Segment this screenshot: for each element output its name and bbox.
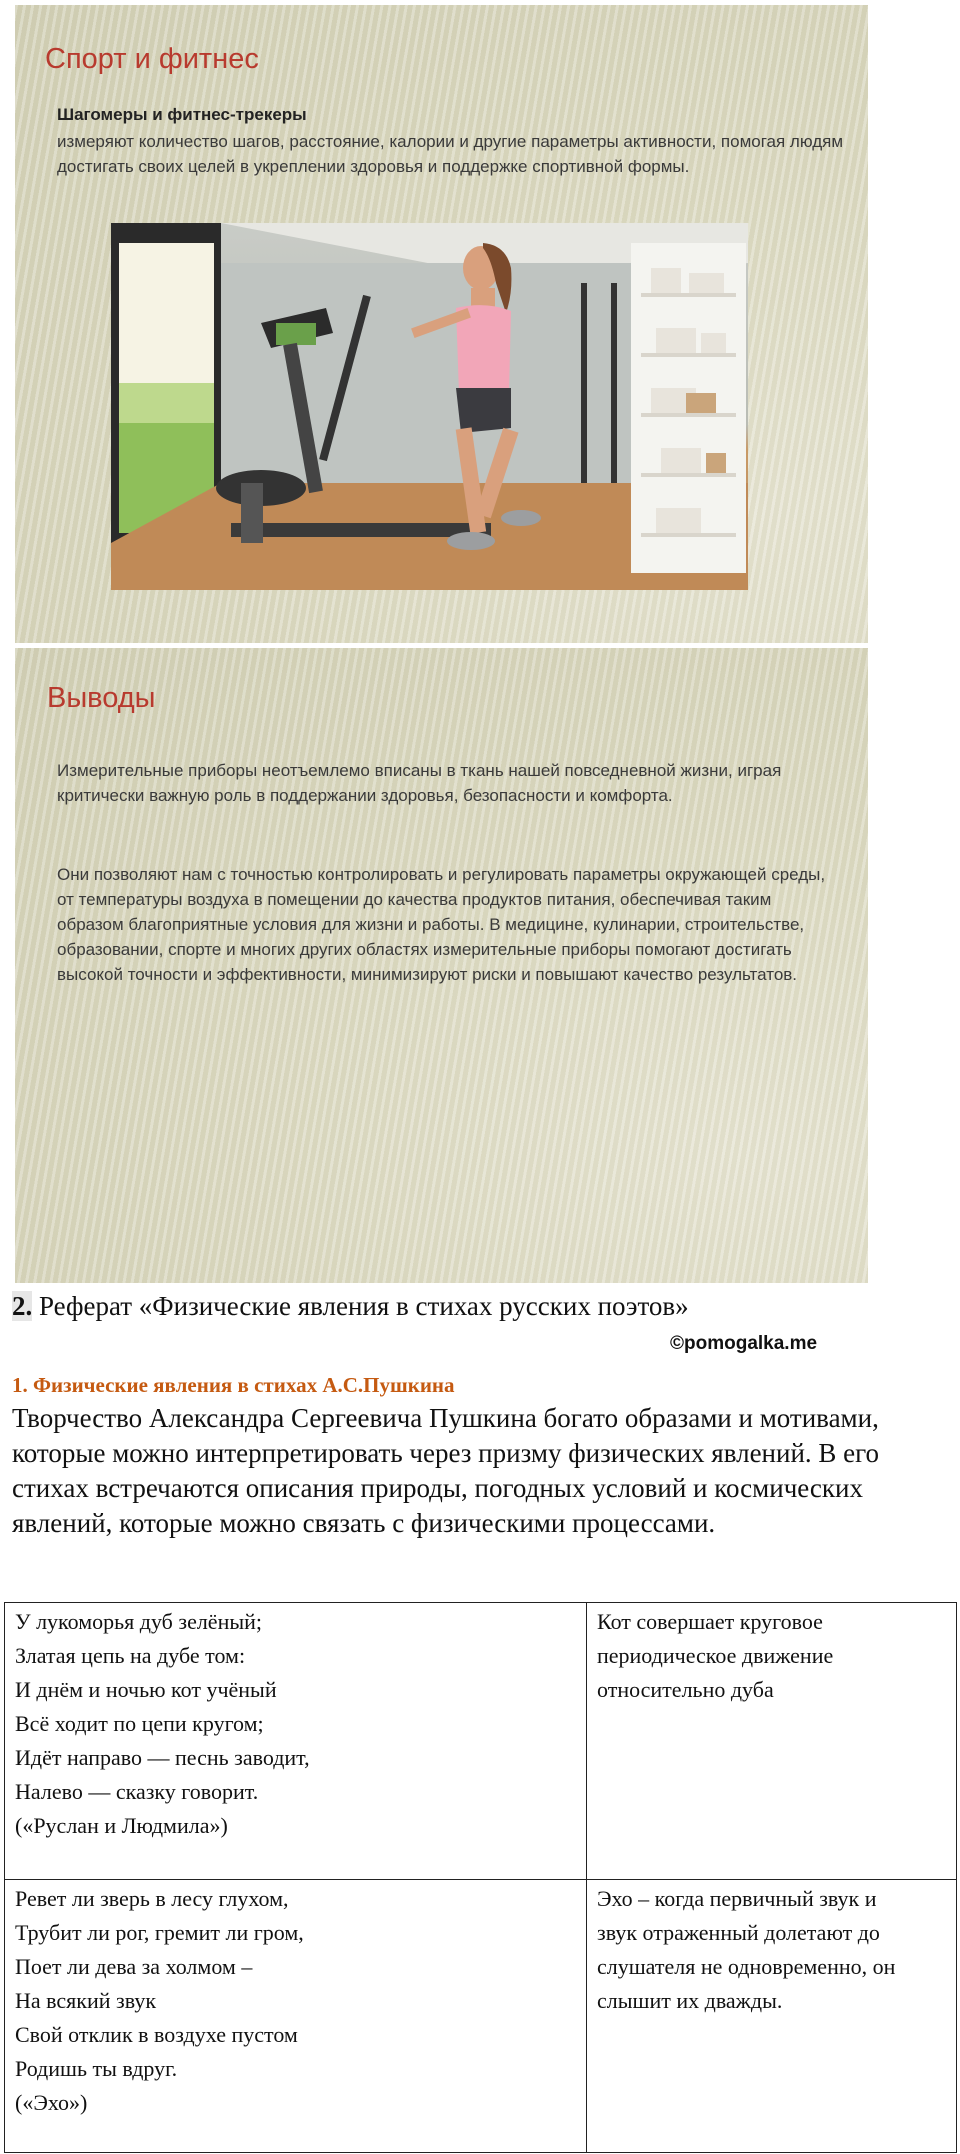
poem-line: И днём и ночью кот учёный <box>15 1677 277 1702</box>
explanation-cell <box>587 1603 957 1880</box>
table-row <box>5 1603 957 1880</box>
section-intro: Творчество Александра Сергеевича Пушкина богато образами и мотивами, которые можно интерпретировать через призму физических явлений. В его стихах встречаются описания природы, погодных условий и космических явлений, которые можно связать с физическими процессами. <box>12 1403 880 1538</box>
section-title: 1. Физические явления в стихах А.С.Пушкина <box>12 1373 455 1397</box>
slide-title: Выводы <box>47 682 156 714</box>
essay-number: 2. <box>12 1291 33 1321</box>
slide-body: измеряют количество шагов, расстояние, калории и другие параметры активности, помогая людям достигать своих целей в укреплении здоровья и поддержке спортивной формы. <box>57 132 844 176</box>
poem-line: Ревет ли зверь в лесу глухом, <box>15 1886 289 1911</box>
essay-title: Реферат «Физические явления в стихах русских поэтов» <box>32 1291 689 1321</box>
poem-line: Свой отклик в воздухе пустом <box>15 2022 298 2047</box>
poem-line: На всякий звук <box>15 1988 157 2013</box>
slide-title: Спорт и фитнес <box>45 43 259 75</box>
slide-sport-fitness <box>15 5 868 643</box>
explanation-line: слушателя не одновременно, он <box>597 1954 896 1979</box>
explanation-line: слышит их дважды. <box>597 1988 783 2013</box>
poem-line: Всё ходит по цепи кругом; <box>15 1711 264 1736</box>
poem-line: Трубит ли рог, гремит ли гром, <box>15 1920 304 1945</box>
explanation-line: Эхо – когда первичный звук и <box>597 1886 877 1911</box>
slide-paragraph: Измерительные приборы неотъемлемо вписаны в ткань нашей повседневной жизни, играя критически важную роль в поддержании здоровья, безопасности и комфорта. <box>57 761 782 805</box>
watermark: ©pomogalka.me <box>670 1333 818 1354</box>
poem-line: Поет ли дева за холмом – <box>15 1954 253 1979</box>
poem-line: У лукоморья дуб зелёный; <box>15 1609 263 1634</box>
explanation-line: звук отраженный долетают до <box>597 1920 880 1945</box>
slide-conclusions <box>15 648 868 1283</box>
poem-source: («Эхо») <box>15 2090 88 2115</box>
explanation-line: Кот совершает круговое <box>597 1609 823 1634</box>
poem-line: Златая цепь на дубе том: <box>15 1643 246 1668</box>
slide-subheading: Шагомеры и фитнес-трекеры <box>57 105 307 124</box>
explanation-cell <box>587 1880 957 2153</box>
explanation-line: периодическое движение <box>597 1643 834 1668</box>
explanation-line: относительно дуба <box>597 1677 774 1702</box>
poem-cell <box>5 1603 587 1880</box>
slide-paragraph: Они позволяют нам с точностью контролировать и регулировать параметры окружающей среды, от температуры воздуха в помещении до качества продуктов питания, обеспечивая таким образом благоприятные условия для жизни и работы. В медицине, кулинарии, строительстве, образовании, спорте и многих других областях измерительные приборы помогают достигать высокой точности и эффективности, минимизируют риски и повышают качество результатов. <box>57 865 826 984</box>
poem-cell <box>5 1880 587 2153</box>
poem-line: Родишь ты вдруг. <box>15 2056 178 2081</box>
poem-line: Налево — сказку говорит. <box>15 1779 259 1804</box>
poem-line: Идёт направо — песнь заводит, <box>15 1745 310 1770</box>
poems-table <box>4 1602 957 2153</box>
fitness-photo <box>111 223 748 590</box>
table-row <box>5 1880 957 2153</box>
essay-heading <box>12 1291 689 1322</box>
poem-source: («Руслан и Людмила») <box>15 1813 228 1838</box>
